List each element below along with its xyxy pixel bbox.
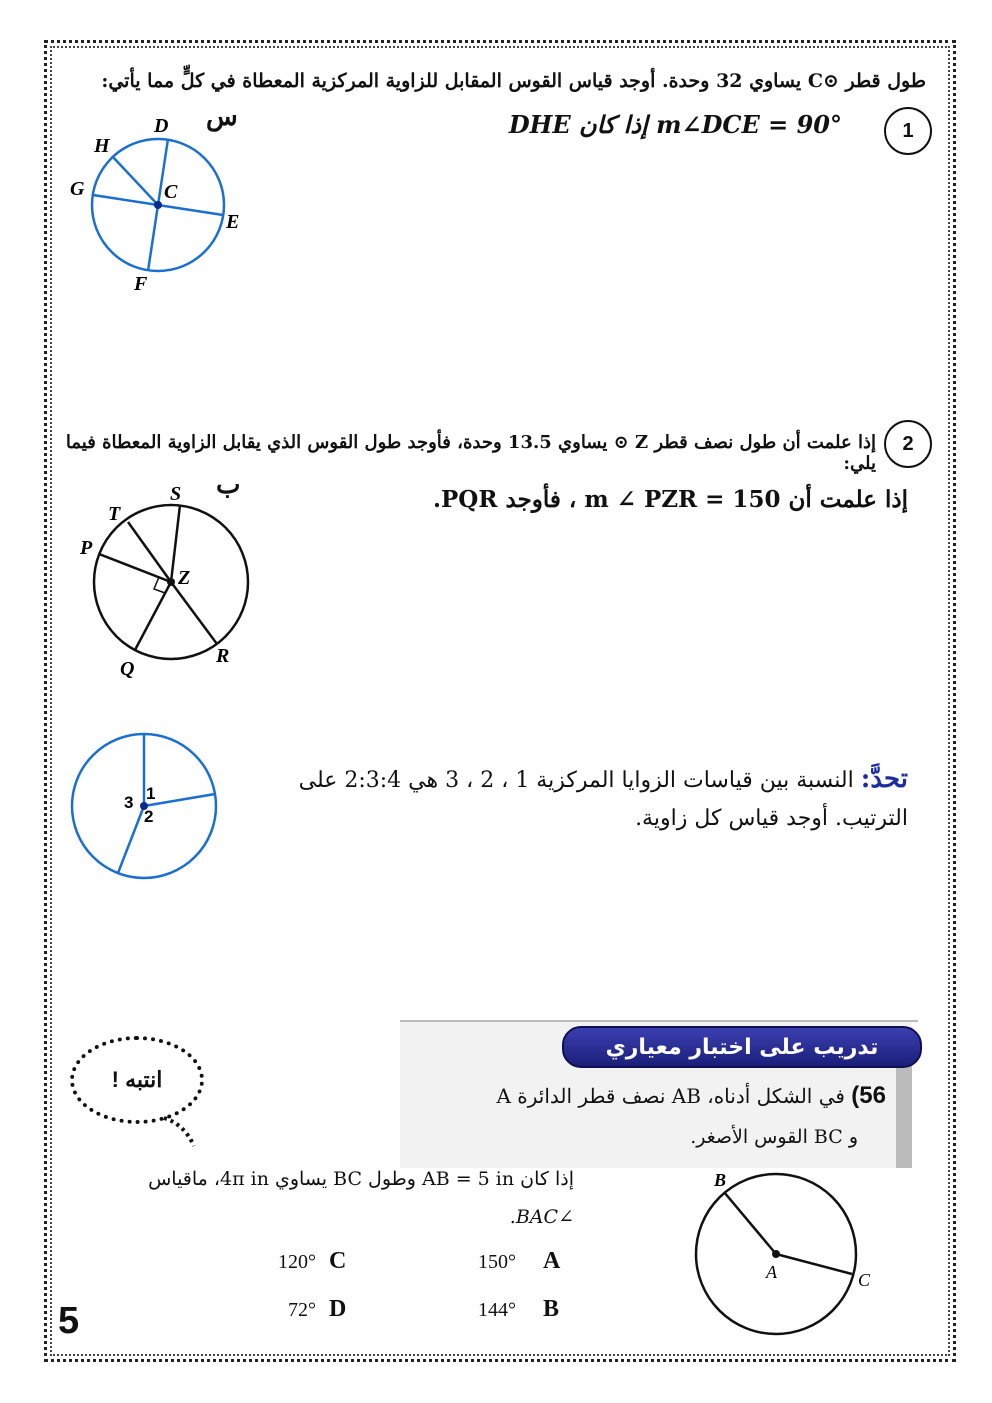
practice-question-line2: و BC القوس الأصغر.	[690, 1126, 858, 1148]
label-T: T	[108, 503, 121, 525]
option-B[interactable]	[478, 1296, 559, 1323]
option-D-letter: D	[329, 1296, 347, 1322]
question-1-circle-figure	[60, 110, 260, 300]
label-P: P	[80, 537, 93, 559]
label-E: E	[226, 211, 240, 233]
practice-circle-figure	[690, 1170, 890, 1350]
practice-side-bar	[896, 1062, 912, 1168]
question-2-number: 2	[884, 420, 932, 468]
attention-text: انتبه !	[111, 1067, 163, 1092]
question-2-text: إذا علمت أن m ∠ PZR = 150 ، فأوجد PQR.	[433, 486, 908, 513]
label-A: A	[766, 1262, 777, 1282]
option-A[interactable]	[478, 1248, 560, 1275]
practice-question-number: 56)	[851, 1082, 886, 1109]
label-Z: Z	[178, 567, 191, 589]
label-1: 1	[146, 784, 156, 803]
question-1-mark: س	[206, 102, 238, 132]
option-C-value: 120°	[278, 1251, 316, 1273]
question-2-mark: ب	[216, 470, 241, 500]
question-1-text: m∠DCE = 90° إذا كان DHE	[508, 110, 842, 139]
bubble-tail	[160, 1112, 210, 1152]
practice-condition: إذا كان AB = 5 in وطول BC يساوي 4π in، ماقياس	[148, 1168, 574, 1190]
label-R: R	[216, 645, 230, 667]
label-3: 3	[124, 793, 134, 812]
option-B-letter: B	[543, 1296, 560, 1322]
challenge-title: تحدَّ:	[860, 764, 908, 794]
option-B-value: 144°	[478, 1299, 516, 1321]
practice-question-text: في الشكل أدناه، AB نصف قطر الدائرة A	[496, 1084, 845, 1108]
page-number: 5	[58, 1300, 80, 1342]
option-C-letter: C	[329, 1248, 347, 1274]
option-C[interactable]	[278, 1248, 346, 1275]
option-D-value: 72°	[288, 1299, 316, 1321]
attention-bubble	[70, 1036, 204, 1124]
question-1-number: 1	[884, 107, 932, 155]
practice-question-line1	[496, 1082, 886, 1110]
option-A-letter: A	[543, 1248, 561, 1274]
challenge-text: النسبة بين قياسات الزوايا المركزية 1 ، 2 ، 3 هي 2:3:4 على الترتيب. أوجد قياس كل زاوية.	[298, 768, 908, 831]
label-B: B	[714, 1170, 727, 1190]
label-G: G	[70, 178, 85, 200]
label-D: D	[154, 115, 169, 137]
question-2-intro: إذا علمت أن طول نصف قطر Z ⊙ يساوي 13.5 وحدة، فأوجد طول القوس الذي يقابل الزاوية المعطاة فيما يلي:	[65, 432, 876, 474]
label-C: C	[858, 1270, 871, 1290]
label-2: 2	[144, 807, 154, 826]
practice-condition-2: ∠BAC.	[509, 1206, 574, 1228]
option-D[interactable]	[288, 1296, 346, 1323]
challenge-circle-figure	[66, 730, 226, 882]
practice-banner: تدريب على اختبار معياري	[562, 1026, 922, 1068]
question-intro: طول قطر ⊙C يساوي 32 وحدة. أوجد قياس القوس المقابل للزاوية المركزية المعطاة في كلٍّ مما يأتي:	[101, 70, 926, 92]
label-F: F	[134, 273, 148, 295]
option-A-value: 150°	[478, 1251, 516, 1273]
question-2-circle-figure	[70, 480, 270, 685]
label-H: H	[94, 135, 110, 157]
label-S: S	[170, 483, 182, 505]
label-C: C	[164, 181, 178, 203]
challenge-block	[248, 760, 908, 838]
label-Q: Q	[120, 658, 135, 680]
